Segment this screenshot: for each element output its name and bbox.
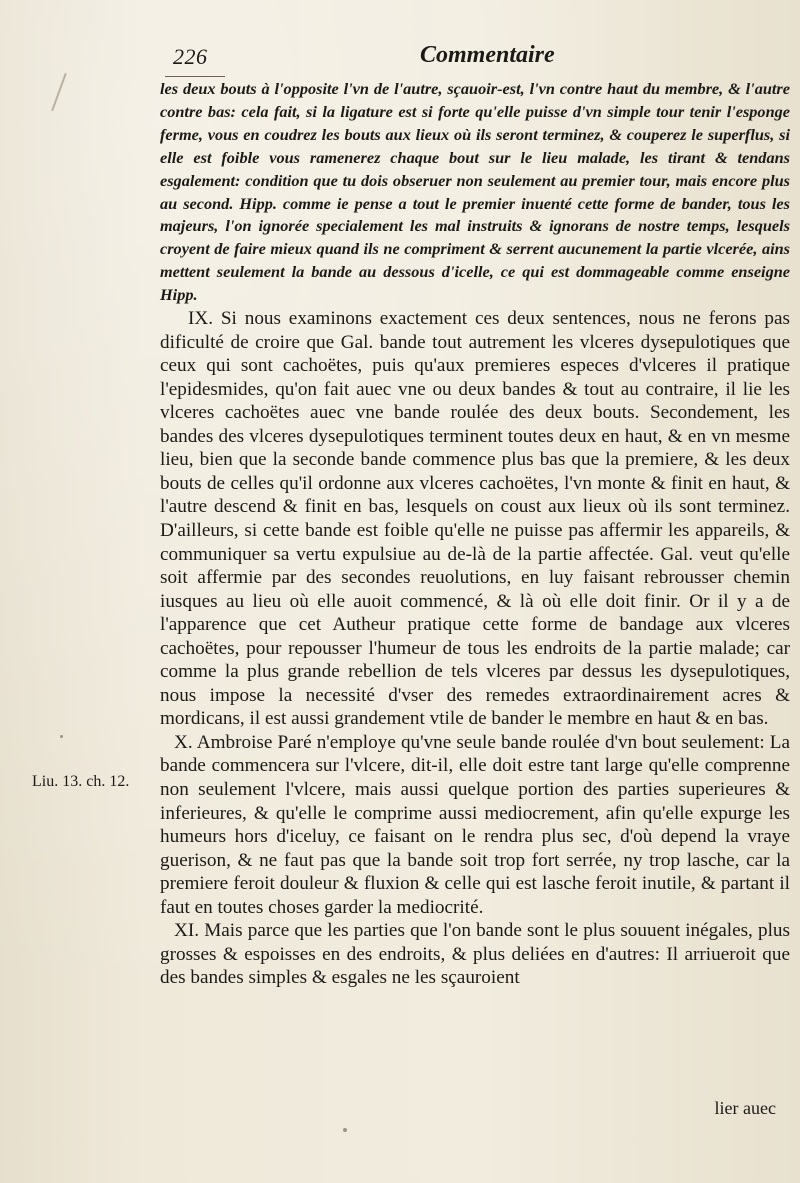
paragraph-quotation: les deux bouts à l'opposite l'vn de l'autre, sçauoir-est, l'vn contre haut du membre, & l'autre contre bas: cela fait, si la ligature est si forte qu'elle puisse d'vn simple tour tenir l'esponge ferme, vous en coudrez les bouts aux lieux où ils seront terminez, & couperez le superflus, si elle est foible vous ramenerez chaque bout sur le lieu malade, les tirant & tendans esgalement: condition que tu dois obseruer non seulement au premier tour, mais encore plus au second. Hipp. comme ie pense a tout le premier inuenté cette forme de bander, tous les majeurs, l'on ignorée specialement les mal instruits & ignorans de nostre temps, lesquels croyent de faire mieux quand ils ne compriment & serrent aucunement la partie vlcerée, ains mettent seulement la bande au dessous d'icelle, ce qui est dommageable comme enseigne Hipp. bbox=[160, 79, 790, 305]
paper-crease bbox=[51, 73, 67, 111]
catchword: lier auec bbox=[714, 1098, 776, 1118]
page-header bbox=[165, 42, 765, 76]
body-text bbox=[160, 78, 790, 990]
paragraph-x: X. Ambroise Paré n'employe qu'vne seule bande roulée d'vn bout seulement: La bande commencera sur l'vlcere, dit-il, elle doit estre tant large qu'elle comprenne non seulement l'vlcere, mais aussi quelque portion des parties superieures & inferieures, & qu'elle le comprime aussi mediocrement, afin qu'elle expurge les humeurs hors d'iceluy, ce faisant on le rendra plus sec, d'où depend la vraye guerison, & ne faut pas que la bande soit trop fort serrée, ny trop lasche, car la premiere feroit douleur & fluxion & celle qui est lasche feroit inutile, & partant il faut en toutes choses garder la mediocrité. bbox=[160, 731, 790, 918]
margin-reference: Liu. 13. ch. 12. bbox=[32, 773, 130, 790]
paragraph-ix: IX. Si nous examinons exactement ces deux sentences, nous ne ferons pas dificulté de croire que Gal. bande tout autrement les vlceres dysepulotiques que ceux qui sont cachoëtes, puis qu'aux premieres especes d'vlceres il pratique l'epidesmides, qu'on fait auec vne ou deux bandes & tout au contraire, il lie les vlceres cachoëtes auec vne bande roulée des deux bouts. Secondement, les bandes des vlceres dysepulotiques terminent toutes deux en haut, & en vn mesme lieu, bien que la seconde bande commence plus bas que la premiere, & les deux bouts de celles qu'il ordonne aux vlceres cachoëtes, l'vn monte & finit en haut, & l'autre descend & finit en bas, lesquels on coust aux lieux où ils sont terminez. D'ailleurs, si cette bande est foible qu'elle ne puisse pas affermir les appareils, & communiquer sa vertu expulsiue au de-là de la partie affectée. Gal. veut qu'elle soit affermie par des secondes reuolutions, en luy faisant rebrousser chemin iusques au lieu où elle auoit commencé, & là où elle doit finir. Or il y a de l'apparence que cet Autheur pratique cette forme de bandage aux vlceres cachoëtes, pour repousser l'humeur de tous les endroits de la partie malade; car comme la plus grande rebellion de tels vlceres par dessus les dysepulotiques, nous impose la necessité d'vser des remedes extraordinairement acres & mordicans, il est aussi grandement vtile de bander le membre en haut & en bas. bbox=[160, 308, 790, 730]
paper-speck bbox=[60, 735, 63, 738]
header-underline bbox=[165, 76, 225, 77]
paper-speck bbox=[343, 1128, 347, 1132]
paragraph-xi: XI. Mais parce que les parties que l'on bande sont le plus souuent inégales, plus grosses & espoisses en des endroits, & plus deliées en d'autres: Il arriueroit que des bandes simples & esgales ne les sçauroient bbox=[160, 920, 790, 989]
page-number: 226 bbox=[173, 44, 208, 69]
running-title: Commentaire bbox=[420, 42, 555, 68]
